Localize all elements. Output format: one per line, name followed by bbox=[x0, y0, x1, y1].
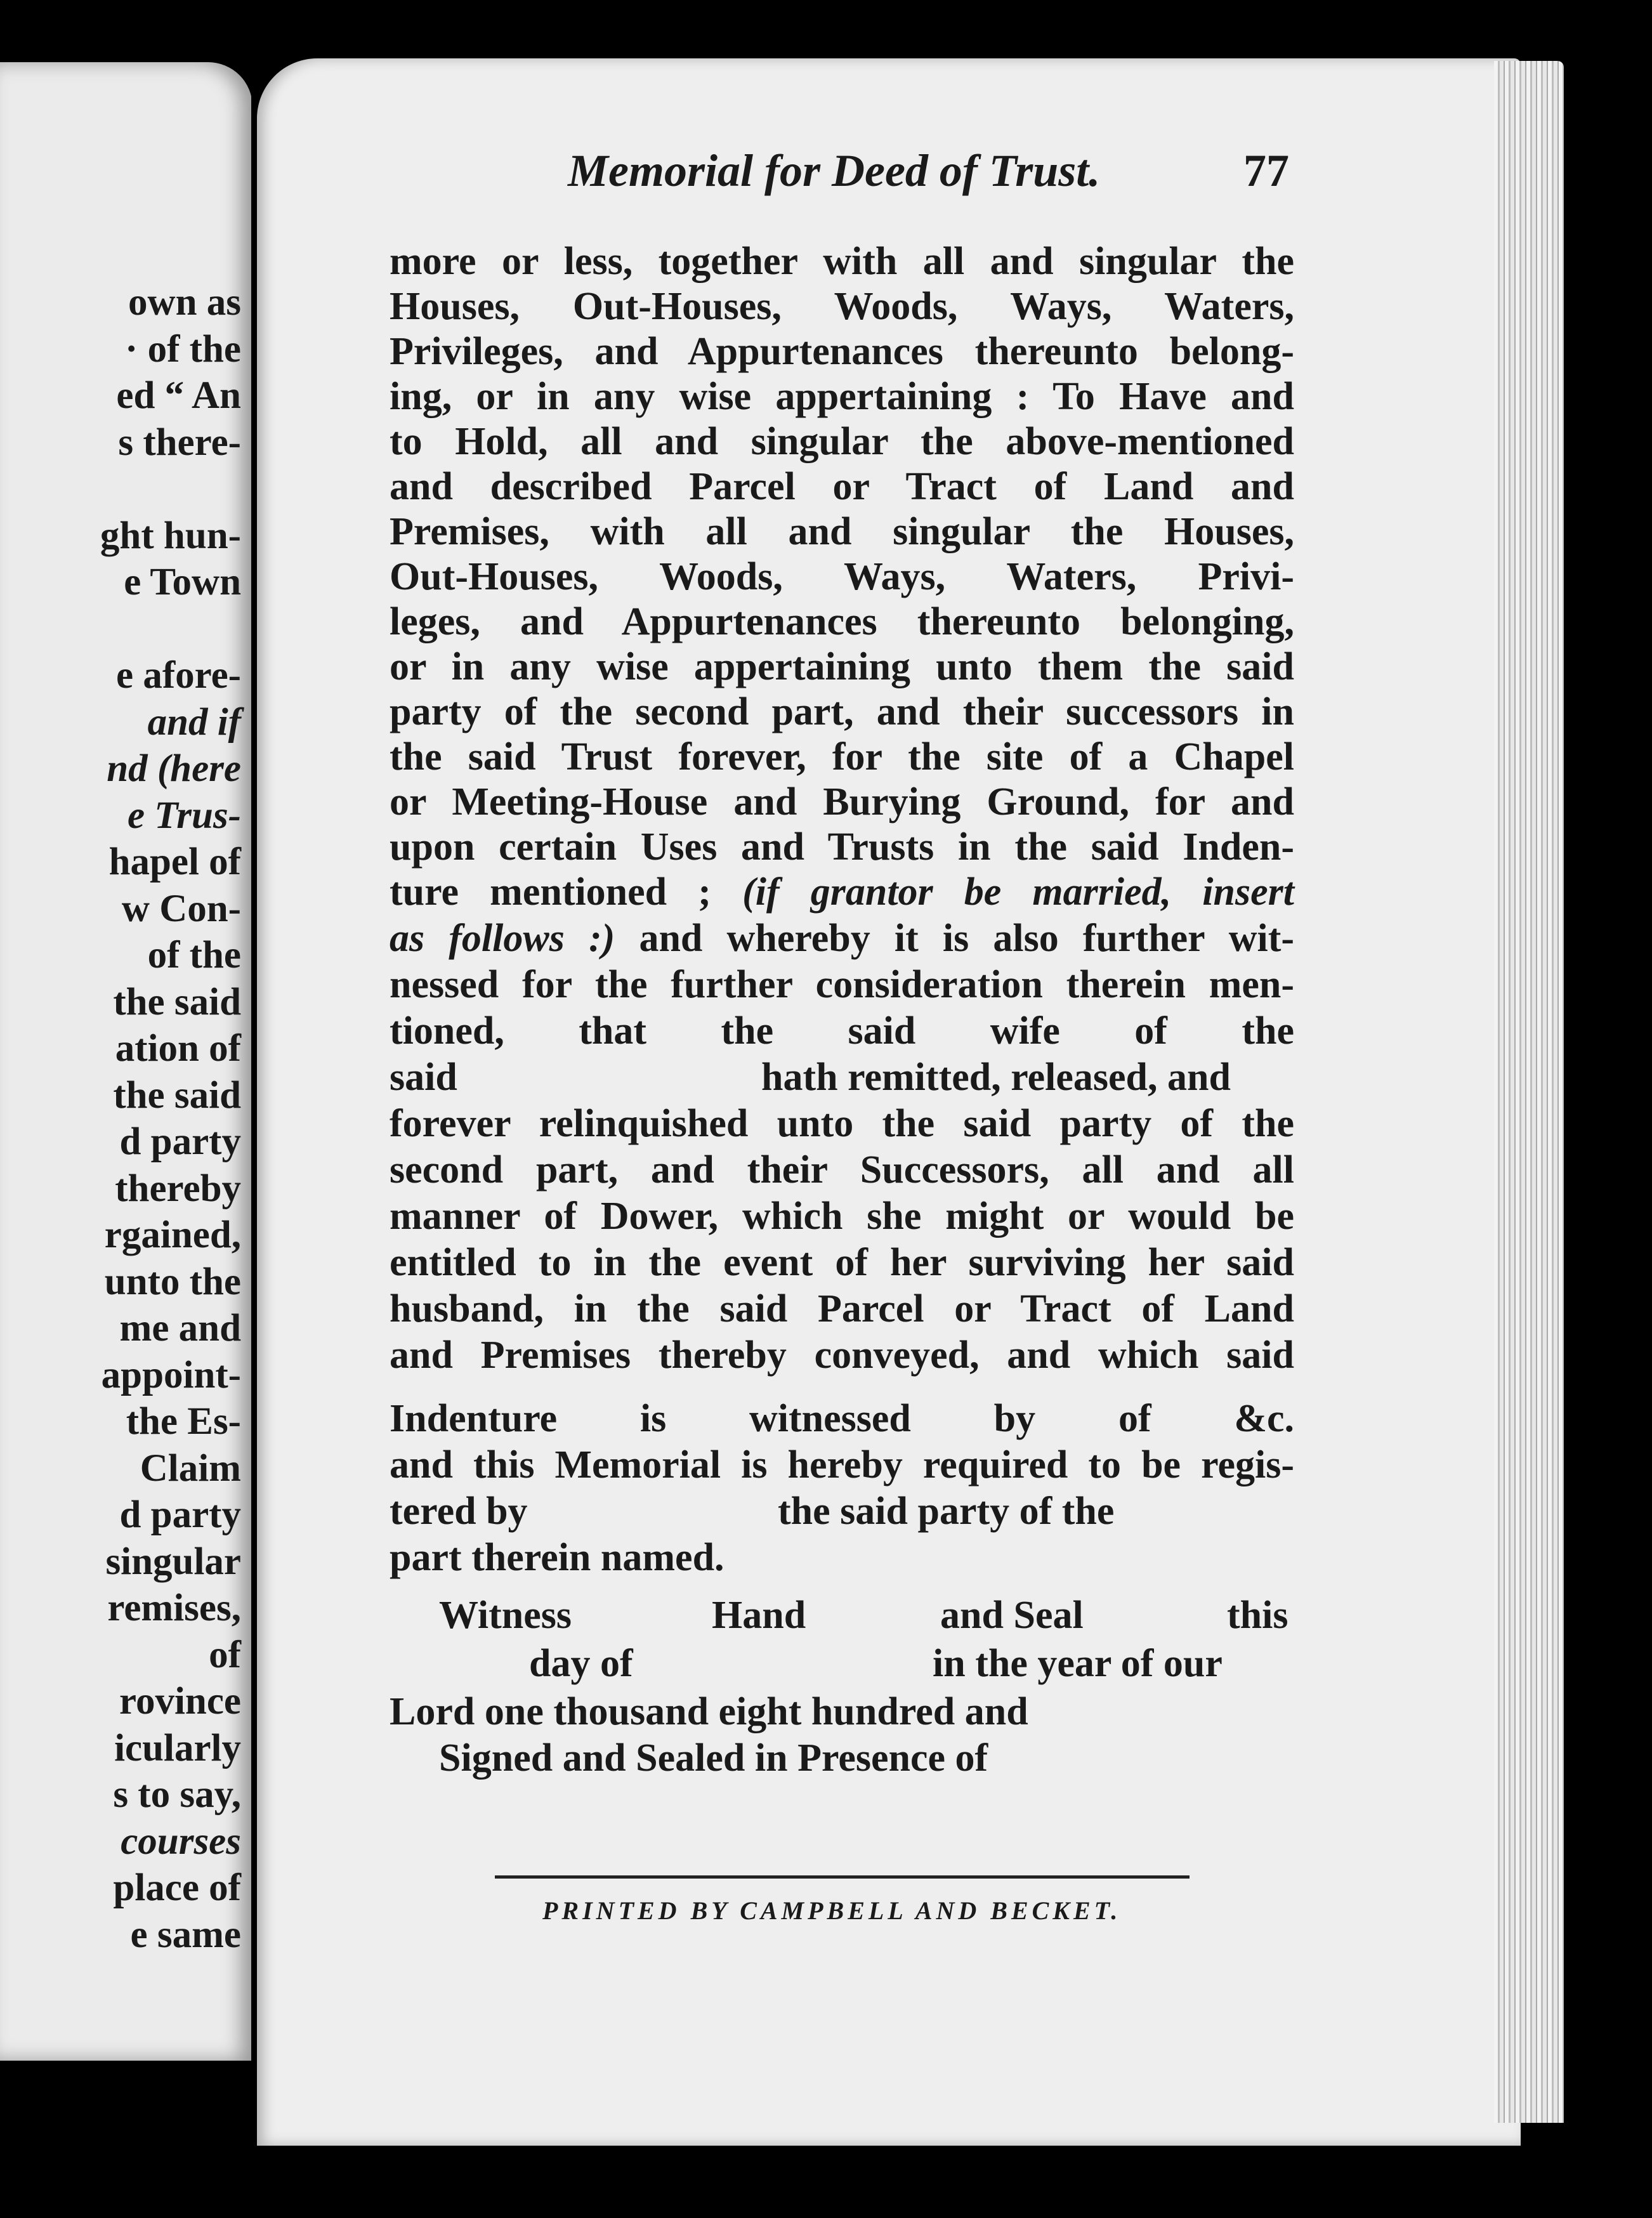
text-line: manner of Dower, which she might or would be bbox=[390, 1195, 1294, 1238]
left-page-line: w Con- bbox=[121, 887, 241, 930]
left-page-line: place of bbox=[113, 1867, 241, 1909]
text-fragment: the said party of the bbox=[778, 1490, 1115, 1533]
left-page-line: me and bbox=[119, 1307, 241, 1349]
left-page-line: d party bbox=[119, 1493, 241, 1536]
text-fragment: of &c. bbox=[1118, 1397, 1295, 1440]
text-line-27: and this Memorial is hereby required to be regis- bbox=[390, 1443, 1294, 1486]
left-page-line: s to say, bbox=[113, 1773, 241, 1816]
italic-instruction: (if grantor be married, insert bbox=[742, 870, 1294, 914]
left-page-line: ed “ An bbox=[116, 374, 241, 417]
left-page bbox=[0, 62, 252, 2061]
left-page-line: of bbox=[209, 1633, 241, 1676]
text-fragment: said bbox=[390, 1056, 457, 1099]
text-line: and Premises thereby conveyed, and which said bbox=[390, 1334, 1294, 1377]
left-page-line: s there- bbox=[118, 421, 241, 464]
text-line: upon certain Uses and Trusts in the said Inden- bbox=[390, 825, 1294, 869]
witness-line bbox=[390, 1592, 1294, 1638]
page-number: 77 bbox=[1243, 145, 1289, 196]
text-fragment: tered by bbox=[390, 1490, 528, 1533]
text-line-26 bbox=[390, 1396, 1294, 1441]
text-line-29: part therein named. bbox=[390, 1536, 724, 1579]
text-fragment: Indenture is witnessed by bbox=[390, 1397, 1036, 1440]
footer-rule bbox=[495, 1875, 1190, 1879]
text-fragment: and whereby it is also further wit- bbox=[639, 917, 1295, 960]
left-page-line: singular bbox=[105, 1540, 241, 1583]
left-page-line: remises, bbox=[107, 1587, 241, 1629]
text-line: the said Trust forever, for the site of a Chapel bbox=[390, 735, 1294, 778]
text-line: or in any wise appertaining unto them the said bbox=[390, 645, 1294, 688]
running-header: Memorial for Deed of Trust. bbox=[568, 145, 1101, 196]
left-page-line: unto the bbox=[104, 1260, 241, 1303]
left-page-line: ation of bbox=[115, 1027, 241, 1070]
left-page-line: rgained, bbox=[104, 1214, 241, 1256]
text-line: Privileges, and Appurtenances thereunto belong- bbox=[390, 330, 1294, 373]
text-line-15 bbox=[390, 869, 1294, 915]
signed-line: Signed and Sealed in Presence of bbox=[439, 1736, 988, 1780]
left-page-line: own as bbox=[128, 281, 241, 324]
text-fragment: ture mentioned ; bbox=[390, 870, 711, 914]
text-fragment: Witness bbox=[439, 1594, 572, 1637]
left-page-line: of the bbox=[147, 934, 241, 976]
left-page-line: the said bbox=[113, 980, 241, 1023]
text-line-18 bbox=[390, 1008, 1294, 1054]
text-fragment: day of bbox=[529, 1642, 633, 1685]
left-page-line: the said bbox=[113, 1073, 241, 1117]
text-line-19 bbox=[390, 1054, 1294, 1100]
text-line: to Hold, all and singular the above-mentioned bbox=[390, 420, 1294, 463]
left-page-line: Claim bbox=[140, 1447, 241, 1490]
left-page-line: rovince bbox=[119, 1680, 241, 1723]
left-page-line: thereby bbox=[115, 1167, 241, 1210]
left-page-line: the Es- bbox=[126, 1400, 241, 1443]
day-line bbox=[390, 1641, 1294, 1686]
left-page-line: hapel of bbox=[108, 841, 241, 883]
left-page-line: courses bbox=[121, 1820, 241, 1863]
left-page-line: e afore- bbox=[116, 654, 241, 697]
left-page-line: icularly bbox=[114, 1726, 241, 1769]
left-page-line: d party bbox=[119, 1120, 241, 1163]
text-line-28 bbox=[390, 1488, 1294, 1534]
text-line: Out-Houses, Woods, Ways, Waters, Privi- bbox=[390, 555, 1294, 598]
text-line-17: nessed for the further consideration therein men- bbox=[390, 963, 1294, 1006]
text-line: more or less, together with all and singular the bbox=[390, 240, 1294, 283]
text-line: forever relinquished unto the said party of the bbox=[390, 1102, 1294, 1145]
text-line: second part, and their Successors, all and all bbox=[390, 1148, 1294, 1191]
text-line: entitled to in the event of her surviving her said bbox=[390, 1241, 1294, 1284]
printer-imprint: PRINTED BY CAMPBELL AND BECKET. bbox=[542, 1896, 1122, 1925]
left-page-line: e Town bbox=[124, 561, 241, 603]
text-line: husband, in the said Parcel or Tract of Land bbox=[390, 1287, 1294, 1330]
left-page-line: appoint- bbox=[101, 1353, 241, 1396]
left-page-line: and if bbox=[147, 700, 241, 744]
text-fragment: Hand bbox=[712, 1594, 806, 1637]
lord-line: Lord one thousand eight hundred and bbox=[390, 1690, 1028, 1733]
text-line-16 bbox=[390, 915, 1294, 961]
text-line: or Meeting-House and Burying Ground, for and bbox=[390, 780, 1294, 824]
text-line: ing, or in any wise appertaining : To Have and bbox=[390, 375, 1294, 418]
left-page-line: · of the bbox=[125, 327, 241, 371]
text-line: and described Parcel or Tract of Land and bbox=[390, 465, 1294, 508]
text-line: Houses, Out-Houses, Woods, Ways, Waters, bbox=[390, 285, 1294, 328]
text-line: Premises, with all and singular the Houses, bbox=[390, 510, 1294, 553]
text-fragment: this bbox=[1227, 1594, 1288, 1637]
page-edges bbox=[1494, 61, 1564, 2123]
text-fragment: wife of the bbox=[990, 1009, 1294, 1053]
left-page-line: ght hun- bbox=[100, 514, 241, 557]
text-fragment: in the year of our bbox=[933, 1642, 1223, 1685]
text-fragment: and Seal bbox=[940, 1594, 1084, 1637]
italic-instruction: as follows :) bbox=[390, 917, 615, 960]
left-page-line: nd (here bbox=[107, 747, 241, 790]
left-page-line: e same bbox=[130, 1913, 241, 1956]
text-fragment: tioned, that the said bbox=[390, 1009, 916, 1053]
text-line: leges, and Appurtenances thereunto belonging, bbox=[390, 600, 1294, 643]
left-page-line: e Trus- bbox=[127, 794, 241, 837]
text-fragment: hath remitted, released, and bbox=[761, 1056, 1231, 1099]
text-line: party of the second part, and their successors in bbox=[390, 690, 1294, 733]
